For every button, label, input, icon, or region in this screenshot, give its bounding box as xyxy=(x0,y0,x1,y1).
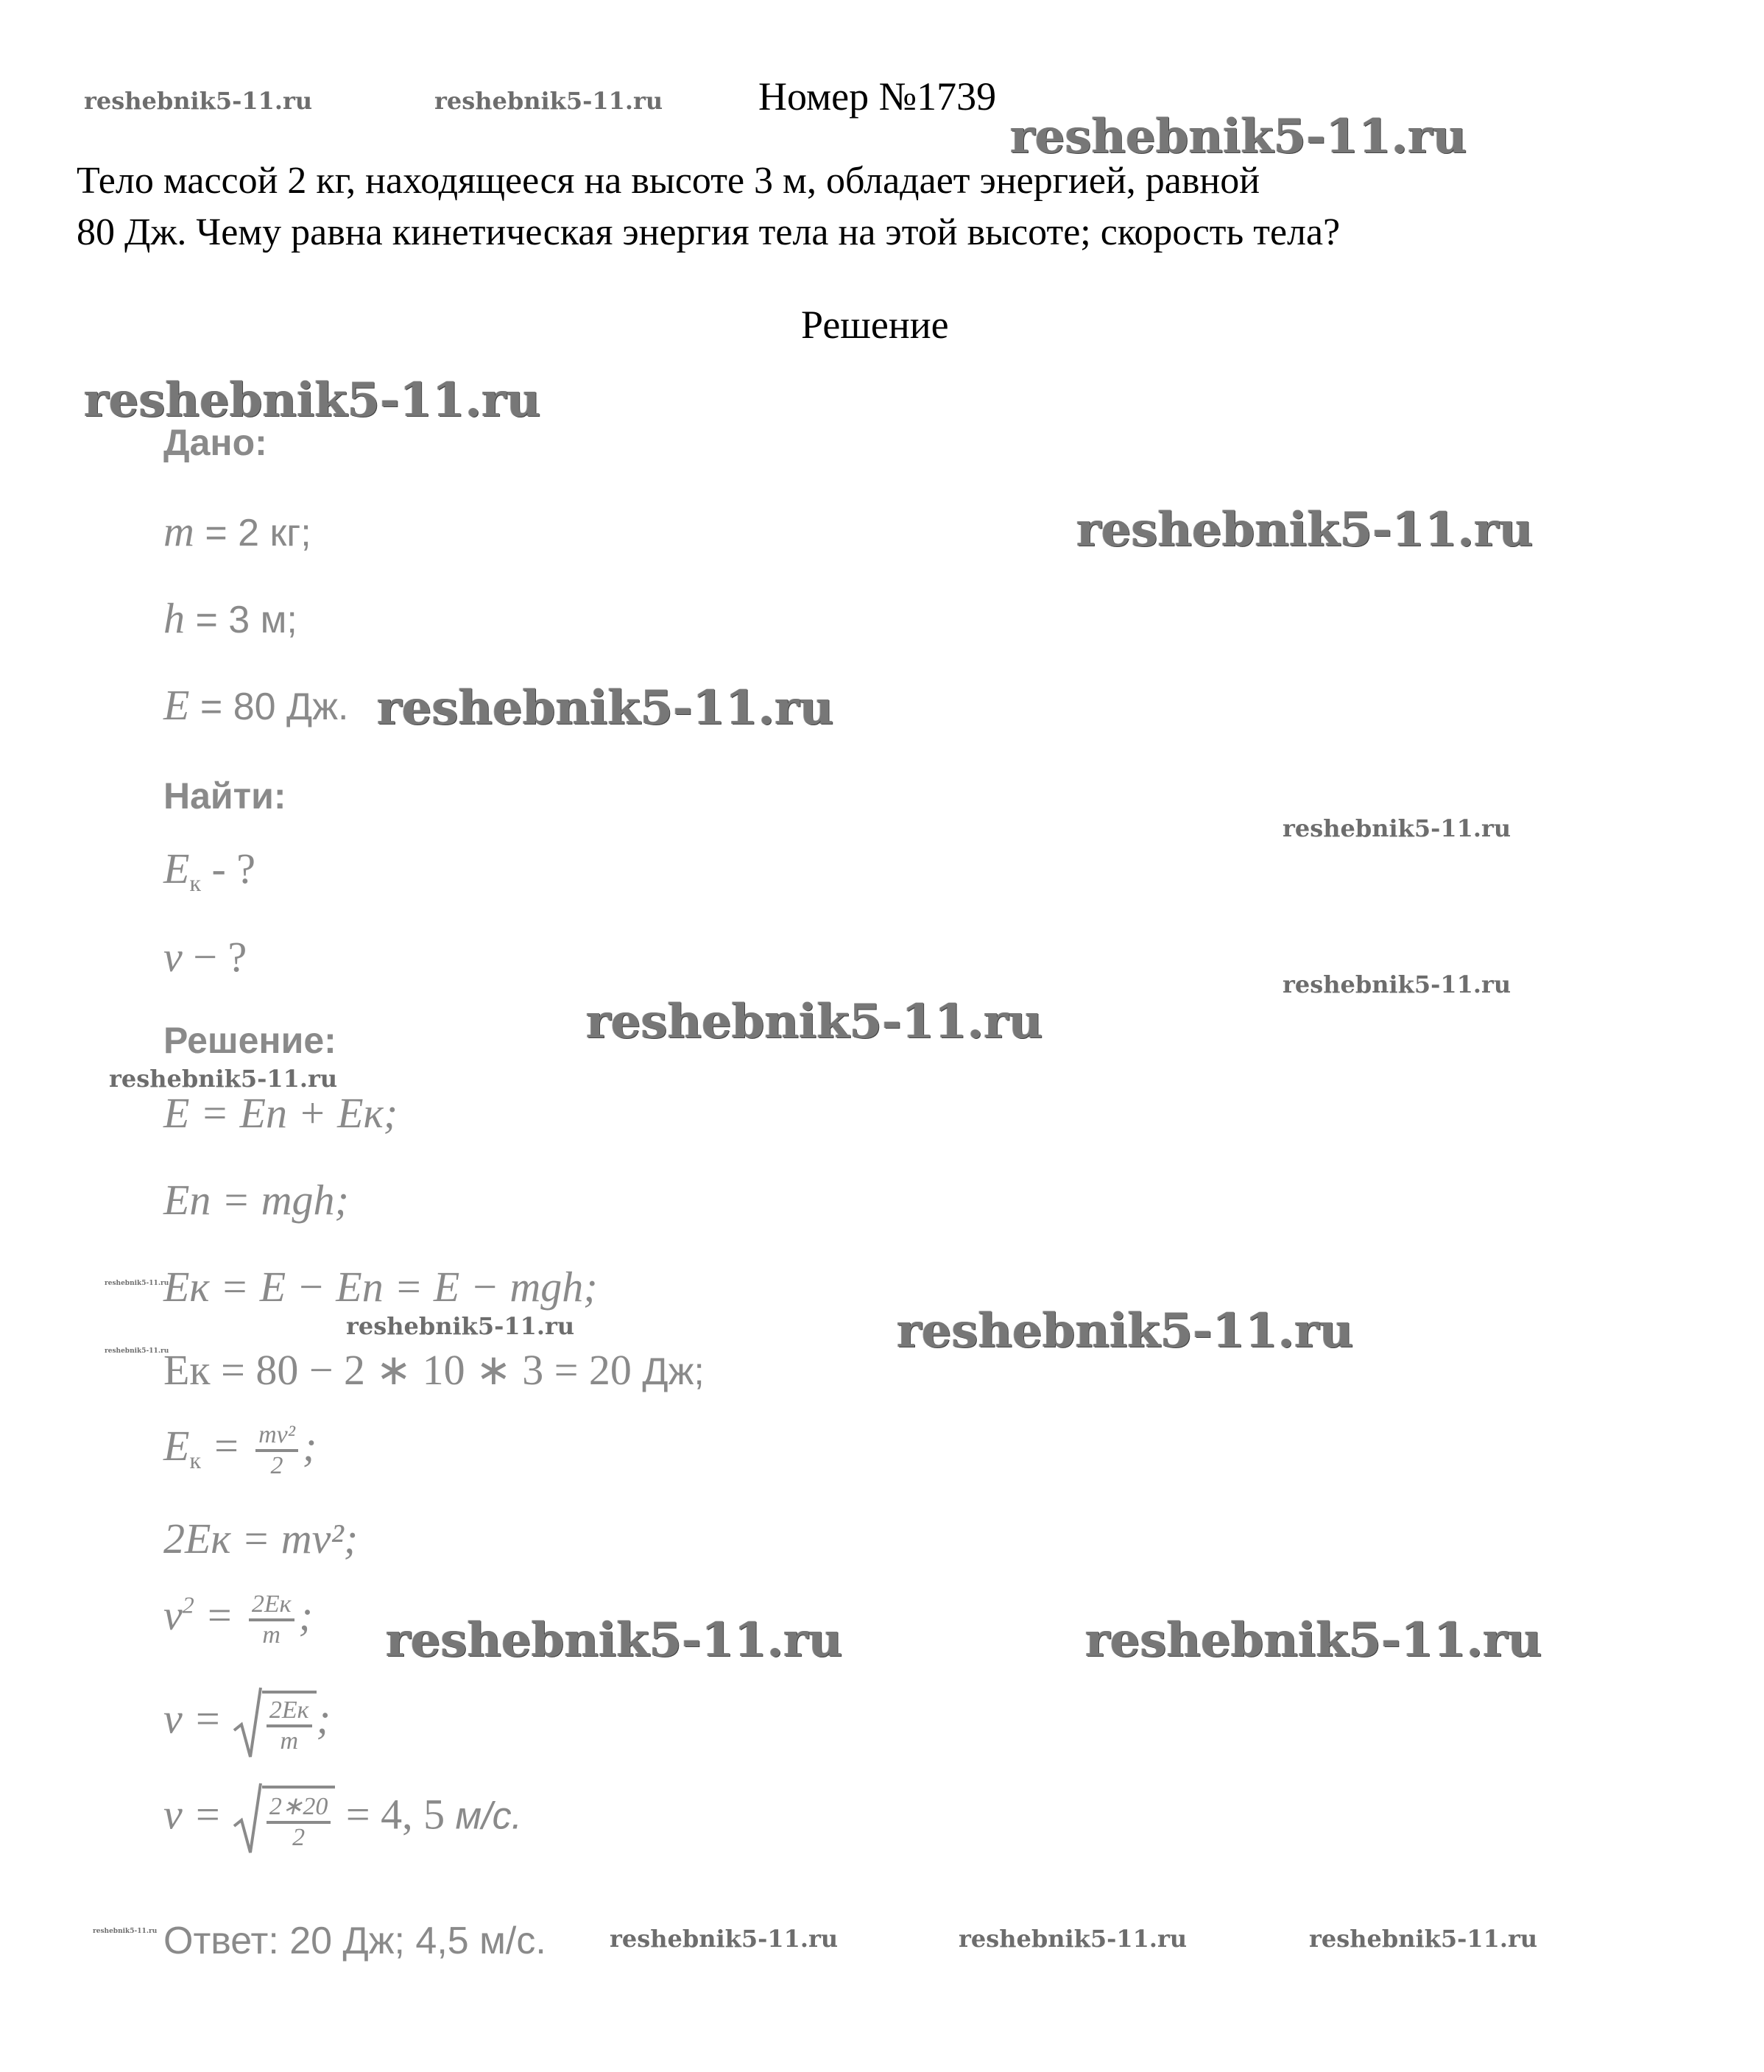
fraction-numerator: 2Eк xyxy=(249,1590,294,1621)
ek-subscript: к xyxy=(189,870,201,897)
kinetic-formula-lhs: $E_к$ = xyxy=(163,1422,241,1474)
fraction-denominator: 2 xyxy=(292,1824,306,1851)
height-variable: h xyxy=(163,594,185,642)
v-root-fraction xyxy=(267,1696,312,1755)
given-energy xyxy=(163,680,348,730)
fraction-numerator: 2Eк xyxy=(267,1696,312,1727)
find-velocity xyxy=(163,932,247,982)
equation-v-squared: $v^2$ = $\frac{2Eк}{m}$ ; xyxy=(163,1590,313,1649)
kinetic-value-expression: Eк = 80 − 2 ∗ 10 ∗ 3 = 20 xyxy=(163,1346,632,1394)
height-value: = 3 м; xyxy=(185,599,297,641)
v-value-result: = 4, 5 xyxy=(335,1790,445,1839)
energy-variable: E xyxy=(163,681,190,729)
fraction-denominator: 2 xyxy=(270,1452,283,1479)
fraction-numerator: mv² xyxy=(255,1421,298,1452)
v-value-lhs: v = xyxy=(163,1790,222,1839)
square-root xyxy=(233,1782,336,1856)
watermark: reshebnik5-11.ru xyxy=(959,1925,1188,1953)
kinetic-formula-fraction xyxy=(255,1421,298,1480)
watermark: reshebnik5-11.ru xyxy=(434,87,663,115)
solution-heading: Решение xyxy=(801,303,949,347)
watermark: reshebnik5-11.ru xyxy=(1076,502,1534,557)
watermark: reshebnik5-11.ru xyxy=(1309,1925,1538,1953)
fraction-numerator: 2∗20 xyxy=(267,1791,331,1824)
watermark: reshebnik5-11.ru xyxy=(586,994,1043,1049)
given-height xyxy=(163,593,297,643)
square-root xyxy=(233,1686,317,1760)
watermark: reshebnik5-11.ru xyxy=(109,1065,338,1093)
page-title: Номер №1739 xyxy=(758,74,997,119)
mass-variable: m xyxy=(163,507,194,555)
equation-kinetic-energy: Eк = E − Eп = E − mgh; xyxy=(163,1263,598,1311)
ek-question: - ? xyxy=(200,845,255,892)
kinetic-value-unit: Дж; xyxy=(631,1350,705,1393)
equation-kinetic-value xyxy=(163,1345,705,1395)
answer-line: Ответ: 20 Дж; 4,5 м/с. xyxy=(163,1920,546,1962)
given-label: Дано: xyxy=(163,422,267,463)
watermark: reshebnik5-11.ru xyxy=(1283,814,1511,842)
watermark: reshebnik5-11.ru xyxy=(346,1312,575,1340)
find-label: Найти: xyxy=(163,775,286,817)
watermark: reshebnik5-11.ru xyxy=(84,373,541,428)
watermark: reshebnik5-11.ru xyxy=(1010,109,1467,164)
equation-kinetic-formula: $E_к$ = $\frac{\text{mv²}}{2}$ ; xyxy=(163,1421,317,1479)
v-root-lhs: v = xyxy=(163,1694,222,1743)
v-question: − ? xyxy=(182,933,247,981)
v-value-unit: м/с. xyxy=(445,1794,523,1838)
watermark: reshebnik5-11.ru xyxy=(610,1925,839,1953)
energy-value: = 80 Дж. xyxy=(189,686,349,728)
watermark: reshebnik5-11.ru xyxy=(93,1928,158,1935)
equation-total-energy: E = Eп + Eк; xyxy=(163,1089,398,1137)
fraction-denominator: m xyxy=(262,1621,281,1649)
watermark: reshebnik5-11.ru xyxy=(386,1613,843,1668)
watermark: reshebnik5-11.ru xyxy=(105,1347,169,1355)
watermark: reshebnik5-11.ru xyxy=(377,680,834,736)
v-value-fraction xyxy=(267,1791,331,1852)
given-mass xyxy=(163,507,311,556)
find-kinetic-energy xyxy=(163,844,255,897)
radical-sign-icon xyxy=(233,1782,262,1856)
equation-potential-energy: Eп = mgh; xyxy=(163,1176,349,1224)
watermark: reshebnik5-11.ru xyxy=(1085,1613,1542,1668)
watermark: reshebnik5-11.ru xyxy=(84,87,313,115)
equation-v-value xyxy=(163,1782,522,1856)
mass-value: = 2 кг; xyxy=(194,512,311,554)
watermark: reshebnik5-11.ru xyxy=(105,1280,169,1287)
equation-v-root: v = $\frac{2Eк}{m}$ ; xyxy=(163,1686,331,1760)
ek-variable: E xyxy=(163,845,190,892)
problem-line-1: Тело массой 2 кг, находящееся на высоте 3 м, обладает энергией, равной xyxy=(77,160,1260,202)
problem-line-2: 80 Дж. Чему равна кинетическая энергия тела на этой высоте; скорость тела? xyxy=(77,211,1341,253)
watermark: reshebnik5-11.ru xyxy=(897,1303,1354,1359)
solution-label: Решение: xyxy=(163,1020,336,1061)
watermark: reshebnik5-11.ru xyxy=(1283,970,1511,998)
radical-sign-icon xyxy=(233,1686,262,1760)
v-squared-lhs: $v^2$ = xyxy=(163,1591,234,1640)
fraction-denominator: m xyxy=(280,1727,299,1755)
v-squared-fraction xyxy=(249,1590,294,1649)
v-variable: v xyxy=(163,933,183,981)
equation-double-kinetic: 2Eк = mv²; xyxy=(163,1515,359,1562)
